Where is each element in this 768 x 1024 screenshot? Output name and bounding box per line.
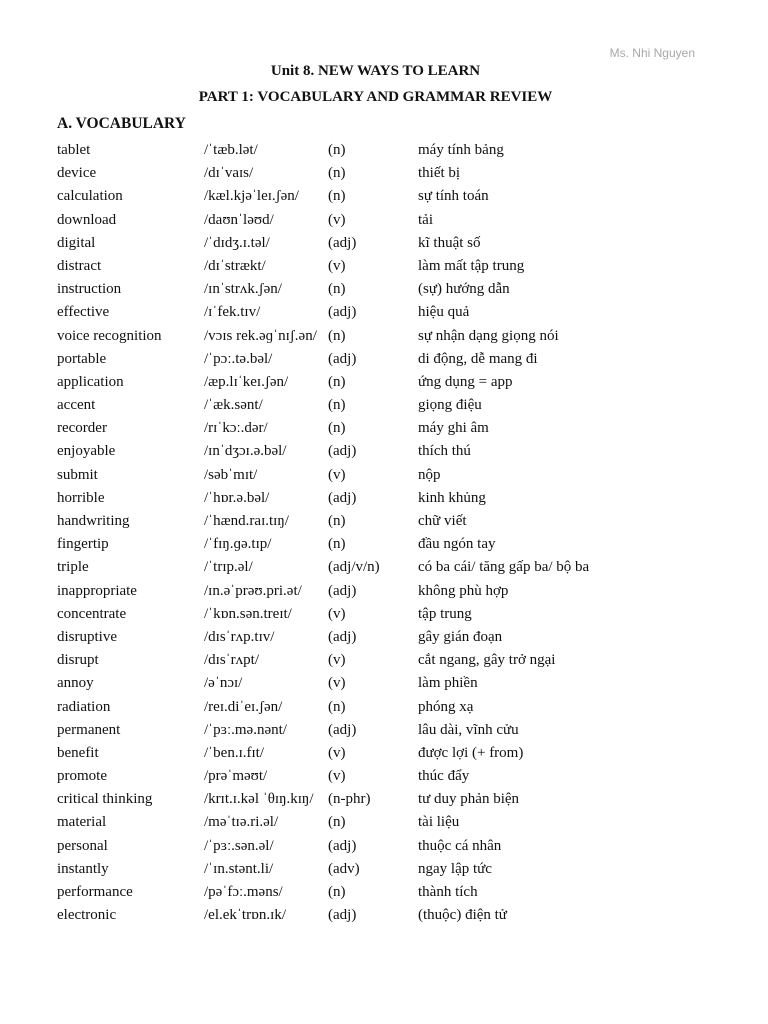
vocab-ipa: /reɪ.diˈeɪ.ʃən/ <box>204 698 283 715</box>
vocab-meaning: đầu ngón tay <box>418 536 496 553</box>
vocab-ipa: /dɪsˈrʌpt/ <box>204 652 259 669</box>
vocab-row <box>57 556 737 579</box>
vocab-row <box>57 209 737 232</box>
vocab-meaning: thành tích <box>418 884 478 900</box>
vocab-ipa: /ˈɪn.stənt.li/ <box>204 860 274 877</box>
vocab-row <box>57 904 737 927</box>
vocab-meaning: không phù hợp <box>418 582 509 599</box>
vocab-part-of-speech: (adj) <box>328 837 357 854</box>
vocab-part-of-speech: (adj) <box>328 304 357 321</box>
vocab-row <box>57 626 737 649</box>
vocab-word: device <box>57 165 97 182</box>
vocab-word: horrible <box>57 489 105 506</box>
vocab-part-of-speech: (n) <box>328 188 346 205</box>
vocab-row <box>57 278 737 301</box>
vocab-part-of-speech: (adj/v/n) <box>328 559 380 576</box>
vocab-part-of-speech: (n) <box>328 420 346 437</box>
vocab-word: concentrate <box>57 605 127 622</box>
vocab-word: voice recognition <box>57 327 162 344</box>
vocab-row <box>57 811 737 834</box>
vocab-word: critical thinking <box>57 791 153 808</box>
vocab-word: radiation <box>57 698 111 715</box>
vocab-meaning: nộp <box>418 466 441 483</box>
vocab-row <box>57 603 737 626</box>
vocab-meaning: tập trung <box>418 605 472 622</box>
vocab-word: disrupt <box>57 652 99 669</box>
vocab-meaning: lâu dài, vĩnh cửu <box>418 721 519 738</box>
vocab-meaning: làm phiền <box>418 675 478 692</box>
vocab-part-of-speech: (adj) <box>328 350 357 367</box>
vocab-meaning: có ba cái/ tăng gấp ba/ bộ ba <box>418 559 590 576</box>
vocab-word: enjoyable <box>57 443 116 460</box>
vocab-part-of-speech: (n) <box>328 165 346 182</box>
vocab-row <box>57 696 737 719</box>
vocab-ipa: /ˈtæb.lət/ <box>204 142 258 158</box>
vocab-ipa: /ˈpɔː.tə.bəl/ <box>204 350 273 367</box>
vocab-part-of-speech: (v) <box>328 675 346 692</box>
vocab-meaning: kinh khủng <box>418 489 486 506</box>
vocab-row <box>57 232 737 255</box>
vocab-word: effective <box>57 304 110 321</box>
vocab-part-of-speech: (v) <box>328 744 346 761</box>
vocab-word: electronic <box>57 907 117 924</box>
vocab-word: triple <box>57 559 89 576</box>
author-name: Ms. Nhi Nguyen <box>609 46 695 60</box>
vocab-part-of-speech: (n) <box>328 281 346 298</box>
vocab-meaning: hiệu quả <box>418 304 470 321</box>
vocab-meaning: ngay lập tức <box>418 860 492 877</box>
vocab-row <box>57 788 737 811</box>
vocab-ipa: /ˈdɪdʒ.ɪ.təl/ <box>204 234 270 251</box>
vocab-row <box>57 348 737 371</box>
vocab-ipa: /səbˈmɪt/ <box>204 466 258 483</box>
vocab-ipa: /ˈhɒr.ə.bəl/ <box>204 489 270 506</box>
vocab-part-of-speech: (adj) <box>328 628 357 645</box>
vocab-row <box>57 394 737 417</box>
vocab-word: instruction <box>57 281 122 298</box>
vocab-meaning: làm mất tập trung <box>418 257 525 274</box>
vocab-ipa: /ɪnˈstrʌk.ʃən/ <box>204 281 282 298</box>
vocab-part-of-speech: (n) <box>328 884 346 900</box>
vocab-meaning: tư duy phản biện <box>418 791 520 808</box>
vocab-word: portable <box>57 350 107 367</box>
vocab-part-of-speech: (n) <box>328 698 346 715</box>
vocab-word: promote <box>57 768 107 785</box>
vocab-meaning: (sự) hướng dẫn <box>418 281 510 298</box>
vocab-ipa: /kæl.kjəˈleɪ.ʃən/ <box>204 188 299 205</box>
vocab-ipa: /daʊnˈləʊd/ <box>204 211 274 228</box>
vocab-row <box>57 649 737 672</box>
vocab-part-of-speech: (adj) <box>328 907 357 924</box>
vocab-meaning: kĩ thuật số <box>418 234 481 251</box>
vocab-word: handwriting <box>57 513 130 529</box>
vocab-meaning: thích thú <box>418 443 471 460</box>
vocab-meaning: ứng dụng = app <box>418 373 513 390</box>
vocab-part-of-speech: (n-phr) <box>328 791 371 808</box>
vocab-part-of-speech: (v) <box>328 257 346 274</box>
vocab-row <box>57 185 737 208</box>
vocab-row <box>57 139 737 162</box>
vocab-meaning: phóng xạ <box>418 698 474 715</box>
vocab-part-of-speech: (v) <box>328 768 346 785</box>
vocab-word: tablet <box>57 142 91 158</box>
vocab-row <box>57 672 737 695</box>
vocab-row <box>57 835 737 858</box>
vocab-row <box>57 719 737 742</box>
vocab-ipa: /məˈtɪə.ri.əl/ <box>204 814 279 831</box>
vocab-ipa: /ˈæk.sənt/ <box>204 397 263 414</box>
vocab-part-of-speech: (n) <box>328 142 346 158</box>
vocab-ipa: /dɪsˈrʌp.tɪv/ <box>204 628 275 645</box>
vocab-ipa: /dɪˈstrækt/ <box>204 257 266 274</box>
vocab-meaning: được lợi (+ from) <box>418 744 524 761</box>
vocab-row <box>57 765 737 788</box>
vocab-row <box>57 301 737 324</box>
vocab-row <box>57 881 737 904</box>
vocab-ipa: /krɪt.ɪ.kəl ˈθɪŋ.kɪŋ/ <box>204 791 314 808</box>
vocab-part-of-speech: (n) <box>328 397 346 414</box>
vocab-word: digital <box>57 234 96 251</box>
vocab-row <box>57 371 737 394</box>
vocab-ipa: /vɔɪs rek.əɡˈnɪʃ.ən/ <box>204 327 317 344</box>
vocab-meaning: gây gián đoạn <box>418 628 503 645</box>
vocab-ipa: /əˈnɔɪ/ <box>204 675 243 692</box>
vocab-word: submit <box>57 466 98 483</box>
vocab-word: disruptive <box>57 628 117 645</box>
vocabulary-list <box>57 139 737 927</box>
vocab-row <box>57 464 737 487</box>
vocab-ipa: /ˈtrɪp.əl/ <box>204 559 253 576</box>
vocab-row <box>57 858 737 881</box>
vocab-ipa: /æp.lɪˈkeɪ.ʃən/ <box>204 373 289 390</box>
vocab-row <box>57 325 737 348</box>
vocab-word: benefit <box>57 744 99 761</box>
vocab-meaning: (thuộc) điện tử <box>418 907 507 924</box>
vocab-ipa: /el.ekˈtrɒn.ɪk/ <box>204 907 286 924</box>
vocab-part-of-speech: (v) <box>328 605 346 622</box>
vocab-row <box>57 510 737 533</box>
vocab-ipa: /ˈhænd.raɪ.tɪŋ/ <box>204 513 289 529</box>
vocab-word: instantly <box>57 860 109 877</box>
vocab-word: accent <box>57 397 96 414</box>
vocab-ipa: /dɪˈvaɪs/ <box>204 165 254 182</box>
unit-title: Unit 8. NEW WAYS TO LEARN <box>270 63 481 79</box>
vocab-word: material <box>57 814 107 831</box>
vocab-row <box>57 440 737 463</box>
vocab-row <box>57 417 737 440</box>
vocab-part-of-speech: (adj) <box>328 721 357 738</box>
vocab-part-of-speech: (n) <box>328 814 346 831</box>
vocab-part-of-speech: (n) <box>328 536 346 553</box>
vocab-part-of-speech: (adj) <box>328 443 357 460</box>
vocab-row <box>57 162 737 185</box>
vocab-part-of-speech: (adj) <box>328 234 357 251</box>
vocab-meaning: di động, dễ mang đi <box>418 350 538 367</box>
vocab-word: download <box>57 211 117 228</box>
vocab-word: distract <box>57 257 102 274</box>
vocab-row <box>57 255 737 278</box>
vocab-ipa: /ˈfɪŋ.ɡə.tɪp/ <box>204 536 272 553</box>
vocab-part-of-speech: (v) <box>328 652 346 669</box>
vocab-word: fingertip <box>57 536 109 553</box>
vocab-meaning: máy tính bảng <box>418 142 504 158</box>
part-title: PART 1: VOCABULARY AND GRAMMAR REVIEW <box>198 89 553 105</box>
vocab-word: calculation <box>57 188 123 205</box>
vocab-meaning: máy ghi âm <box>418 420 489 437</box>
vocab-ipa: /ˈpɜː.sən.əl/ <box>204 837 274 854</box>
vocab-row <box>57 580 737 603</box>
vocab-row <box>57 742 737 765</box>
vocab-row <box>57 533 737 556</box>
vocab-ipa: /ˈkɒn.sən.treɪt/ <box>204 605 292 622</box>
vocab-meaning: chữ viết <box>418 513 467 529</box>
vocab-word: permanent <box>57 721 121 738</box>
vocab-word: application <box>57 373 124 390</box>
vocab-ipa: /ˈpɜː.mə.nənt/ <box>204 721 287 738</box>
vocab-ipa: /prəˈməʊt/ <box>204 768 268 785</box>
vocab-row <box>57 487 737 510</box>
vocab-ipa: /ɪn.əˈprəʊ.pri.ət/ <box>204 582 302 599</box>
vocab-part-of-speech: (adj) <box>328 582 357 599</box>
vocab-meaning: thúc đẩy <box>418 768 470 785</box>
section-title: A. VOCABULARY <box>57 115 186 132</box>
vocab-meaning: cắt ngang, gây trở ngại <box>418 652 556 669</box>
vocab-ipa: /ˈben.ɪ.fɪt/ <box>204 744 264 761</box>
vocab-meaning: thiết bị <box>418 165 461 182</box>
vocab-meaning: sự nhận dạng giọng nói <box>418 327 559 344</box>
vocab-word: annoy <box>57 675 94 692</box>
vocab-word: performance <box>57 884 133 900</box>
vocab-part-of-speech: (adj) <box>328 489 357 506</box>
vocab-ipa: /ɪˈfek.tɪv/ <box>204 304 261 321</box>
vocab-part-of-speech: (n) <box>328 327 346 344</box>
vocab-word: inappropriate <box>57 582 137 599</box>
vocab-ipa: /ɪnˈdʒɔɪ.ə.bəl/ <box>204 443 287 460</box>
vocab-meaning: tải <box>418 211 433 228</box>
vocab-part-of-speech: (adv) <box>328 860 360 877</box>
vocab-meaning: thuộc cá nhân <box>418 837 502 854</box>
vocab-word: recorder <box>57 420 107 437</box>
vocab-ipa: /rɪˈkɔː.dər/ <box>204 420 268 437</box>
vocab-part-of-speech: (v) <box>328 211 346 228</box>
vocab-word: personal <box>57 837 108 854</box>
vocab-ipa: /pəˈfɔː.məns/ <box>204 884 283 900</box>
vocab-part-of-speech: (v) <box>328 466 346 483</box>
vocab-meaning: sự tính toán <box>418 188 489 205</box>
vocab-meaning: tài liệu <box>418 814 460 831</box>
vocab-part-of-speech: (n) <box>328 513 346 529</box>
vocab-part-of-speech: (n) <box>328 373 346 390</box>
vocab-meaning: giọng điệu <box>418 397 482 414</box>
